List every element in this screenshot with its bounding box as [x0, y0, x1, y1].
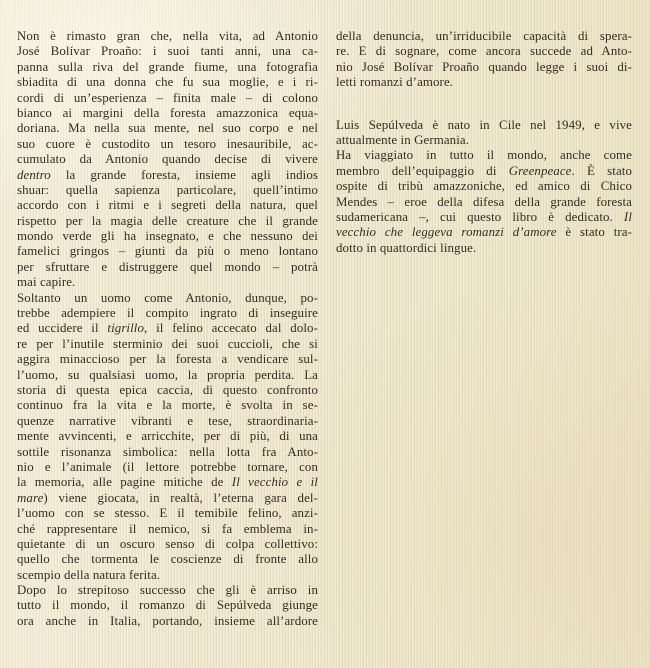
paragraph — [17, 583, 318, 629]
text-line: bianco ai margini della foresta amazzonica equa- — [17, 105, 318, 120]
text-line: nio José Bolívar Proaño quando legge i suoi di- — [336, 59, 632, 74]
text-line: attualmente in Germania. — [336, 132, 470, 147]
text-line: ed uccidere il tigrillo, il felino accecato dal dolo- — [17, 321, 318, 336]
text-line: Mendes – eroe della difesa della grande foresta — [336, 194, 632, 209]
text-line: dentro la grande foresta, insieme agli indios — [17, 167, 318, 182]
text-line: membro dell’equipaggio di Greenpeace. È stato — [336, 163, 632, 178]
paragraph — [336, 29, 632, 91]
text-line: quenze narrative vibranti e tese, straordinaria- — [17, 413, 318, 428]
text-line: storia di questa epica caccia, di questo confronto — [17, 382, 318, 397]
text-line: sudamericana –, cui questo libro è dedicato. Il — [336, 209, 632, 224]
text-line: continuo fra la vita e la morte, è svolta in se- — [17, 398, 318, 413]
text-line: sottile risonanza simbolica: nella lotta fra Anto- — [17, 444, 318, 459]
text-line: ora anche in Italia, portando, insieme all’ardore — [17, 613, 318, 628]
text-line: mente avvincenti, e arricchite, per di più, di una — [17, 429, 318, 444]
text-line: accordo con i ritmi e i segreti della natura, quel — [17, 198, 318, 213]
text-line: re per l’inutile sterminio dei suoi cuccioli, che si — [17, 336, 318, 351]
text-line: la memoria, alle pagine mitiche de Il vecchio e il — [17, 475, 318, 490]
text-line: Luis Sepúlveda è nato in Cile nel 1949, e vive — [336, 117, 632, 132]
text-line: scempio della natura ferita. — [17, 567, 161, 582]
text-line: José Bolívar Proaño: i suoi tanti anni, una ca- — [17, 44, 318, 59]
text-line: dotto in quattordici lingue. — [336, 240, 477, 255]
text-line: nio e l’animale (il lettore potrebbe tornare, con — [17, 459, 318, 474]
text-line: shuar: quella sapienza particolare, quell’intimo — [17, 182, 318, 197]
text-line: l’uomo con se stesso. E il temibile felino, anzi- — [17, 506, 318, 521]
text-line: famelici gringos – giunti da più o meno lontano — [17, 244, 318, 259]
text-line: re. E di sognare, come ancora succede ad Anto- — [336, 44, 632, 59]
text-line: mondo verde gli ha insegnato, e che nessuno dei — [17, 229, 318, 244]
paragraph — [17, 291, 318, 583]
paragraph — [17, 29, 318, 291]
text-line: Ha viaggiato in tutto il mondo, anche come — [336, 148, 632, 163]
text-line: trebbe adempiere il compito ingrato di inseguire — [17, 306, 318, 321]
text-line: quello che tormenta le coscienze di fronte allo — [17, 552, 318, 567]
text-line: cordi di un’esperienza – finita male – di colono — [17, 90, 318, 105]
text-line: vecchio che leggeva romanzi d’amore è stato tra- — [336, 225, 632, 240]
text-line: per sfruttare e distruggere quel mondo – potrà — [17, 259, 318, 274]
text-line: Soltanto un uomo come Antonio, dunque, po- — [17, 290, 318, 305]
text-line: ospite di tribù amazzoniche, ed amico di Chico — [336, 179, 632, 194]
text-line: panna sulla riva del grande fiume, una fotografia — [17, 59, 318, 74]
text-line: quietante di un oscuro senso di colpa collettivo: — [17, 536, 318, 551]
text-line: tutto il mondo, il romanzo di Sepúlveda giunge — [17, 598, 318, 613]
text-line: cumulato da Antonio quando decise di vivere — [17, 152, 318, 167]
left-text-column — [17, 29, 318, 629]
text-line: doriana. Ma nella sua mente, nel suo corpo e nel — [17, 121, 318, 136]
text-line: l’uomo, su qualsiasi uomo, la propria perdita. La — [17, 367, 318, 382]
text-line: rispetto per la magia delle creature che il grande — [17, 213, 318, 228]
text-line: aggira minaccioso per la foresta a vendicare sul- — [17, 352, 318, 367]
text-line: suo cuore è custodito un tesoro inesauribile, ac- — [17, 136, 318, 151]
text-line: Dopo lo strepitoso successo che gli è arriso in — [17, 583, 318, 598]
text-line: mare) viene giocata, in realtà, l’eterna gara del- — [17, 490, 318, 505]
text-line: ché rappresentare il nemico, si fa emblema in- — [17, 521, 318, 536]
paragraph — [336, 118, 632, 149]
right-text-column — [336, 29, 632, 256]
text-line: sbiadita di una donna che fu sua moglie, e i ri- — [17, 75, 318, 90]
text-line: mai capire. — [17, 275, 76, 290]
text-line: della denuncia, un’irriducibile capacità di spera- — [336, 29, 632, 43]
text-line: letti romanzi d’amore. — [336, 75, 454, 90]
paragraph — [336, 148, 632, 256]
text-line: Non è rimasto gran che, nella vita, ad Antonio — [17, 29, 318, 43]
